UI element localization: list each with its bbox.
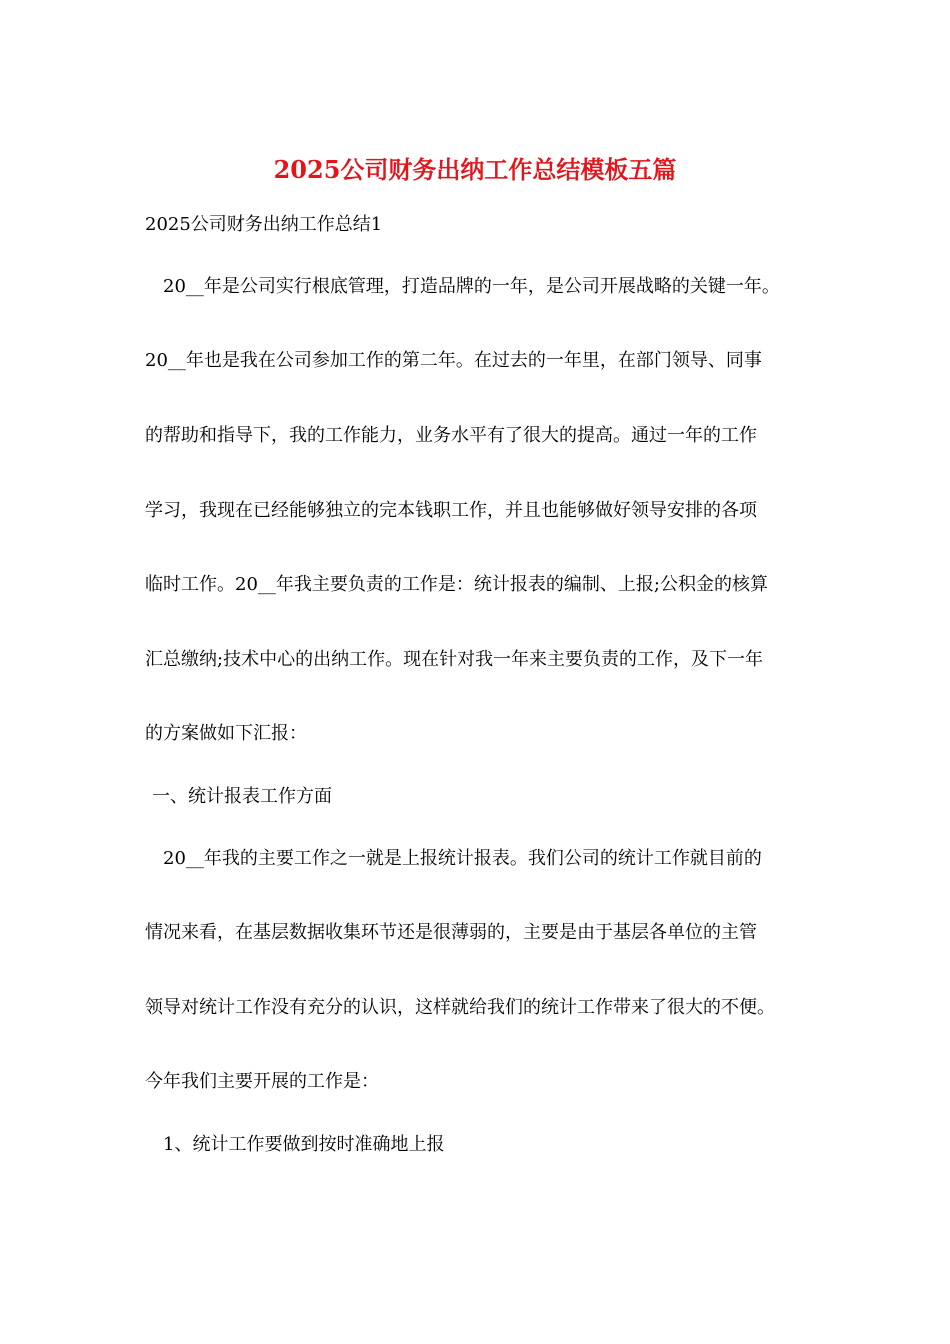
paragraph-line: 20__年也是我在公司参加工作的第二年。在过去的一年里，在部门领导、同事	[145, 350, 762, 371]
paragraph-line: 汇总缴纳;技术中心的出纳工作。现在针对我一年来主要负责的工作，及下一年	[145, 649, 764, 670]
document-title: 2025公司财务出纳工作总结模板五篇	[273, 155, 677, 184]
section-heading: 一、统计报表工作方面	[152, 786, 332, 807]
paragraph-line: 的方案做如下汇报：	[145, 723, 307, 744]
paragraph-line: 20__年是公司实行根底管理，打造品牌的一年，是公司开展战略的关键一年。	[163, 276, 780, 297]
paragraph-line: 的帮助和指导下，我的工作能力，业务水平有了很大的提高。通过一年的工作	[145, 425, 757, 446]
paragraph-line: 20__年我的主要工作之一就是上报统计报表。我们公司的统计工作就目前的	[163, 848, 762, 869]
paragraph-line: 今年我们主要开展的工作是：	[145, 1071, 379, 1092]
paragraph-line: 学习，我现在已经能够独立的完本钱职工作，并且也能够做好领导安排的各项	[145, 500, 757, 521]
paragraph-line: 情况来看，在基层数据收集环节还是很薄弱的，主要是由于基层各单位的主管	[145, 922, 757, 943]
paragraph-line: 临时工作。20__年我主要负责的工作是：统计报表的编制、上报;公积金的核算	[145, 574, 768, 595]
section-subtitle: 2025公司财务出纳工作总结1	[145, 214, 383, 235]
list-item: 1、统计工作要做到按时准确地上报	[163, 1134, 445, 1155]
paragraph-line: 领导对统计工作没有充分的认识，这样就给我们的统计工作带来了很大的不便。	[145, 997, 775, 1018]
